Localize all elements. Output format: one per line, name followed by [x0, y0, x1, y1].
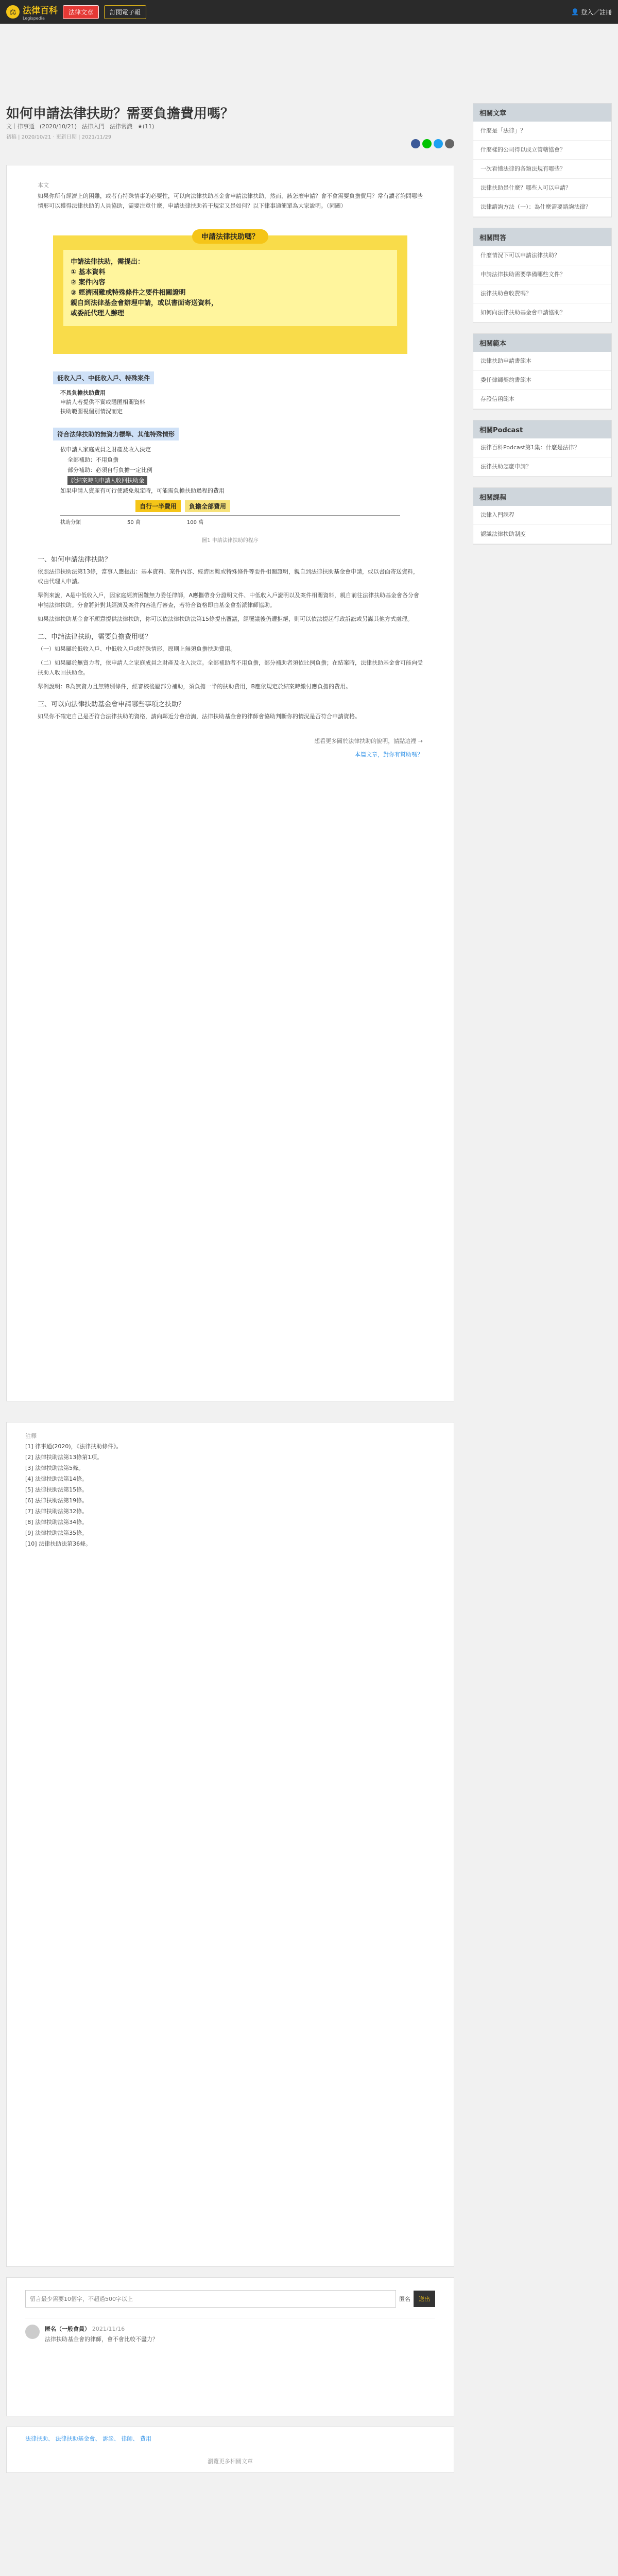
- author-date: (2020/10/21): [40, 123, 77, 130]
- ref-item[interactable]: [1] 律事通(2020)，《法律扶助條件》。: [25, 1443, 122, 1450]
- intro-paragraph: 如果你所有經濟上的困難，或者有特殊情事的必要性，可以向法律扶助基金會申請法律扶助，然而，該怎麼申請？會不會需要負擔費用？常有讀者詢問哪些情形可以獲得法律扶助的人員協助，需要注意什麼，申請法律扶助若干規定又是如何？以下律事通簡單為大家說明。（同圖）: [38, 193, 423, 209]
- sidebar-item[interactable]: 法律扶助是什麼？哪些人可以申請？: [473, 179, 611, 198]
- sidebar-related-qa: [473, 228, 612, 323]
- facebook-icon[interactable]: [411, 139, 420, 148]
- sidebar-item[interactable]: 如何向法律扶助基金會申請協助？: [473, 303, 611, 323]
- logo-sub: Legispedia: [23, 16, 45, 21]
- submit-button[interactable]: 送出: [414, 2291, 435, 2307]
- sidebar-item[interactable]: 存證信函範本: [473, 390, 611, 409]
- case-line: 部分補助：必須自行負擔一定比例: [67, 467, 152, 473]
- sidebar-item[interactable]: 法律扶助怎麼申請？: [473, 457, 611, 477]
- sidebar-templates: [473, 333, 612, 410]
- page-title: 如何申請法律扶助？需要負擔費用嗎？: [6, 106, 234, 122]
- heading: 一、如何申請法律扶助？: [38, 556, 112, 564]
- sidebar-item[interactable]: 法律諮詢方法（一）：為什麼需要諮詢法律？: [473, 198, 611, 217]
- login-label: 登入／註冊: [580, 8, 612, 16]
- comment-input[interactable]: [25, 2290, 396, 2308]
- section-label: 本文: [38, 182, 49, 189]
- summary-line: ① 基本資料: [71, 268, 106, 276]
- comment-date: 2021/11/16: [92, 2326, 125, 2332]
- axis-tick: 100 萬: [186, 520, 204, 526]
- bar-full: 負擔全部費用: [185, 500, 230, 512]
- ref-item[interactable]: [2] 法律扶助法第13條第1項。: [25, 1454, 103, 1461]
- sidebar-title: 相關問答: [473, 228, 611, 246]
- summary-line: ③ 經濟困難或特殊條件之要件相關證明: [71, 289, 186, 297]
- author[interactable]: 文｜律事通: [6, 123, 35, 130]
- case-line: 不具負擔扶助費用: [60, 389, 106, 396]
- logo-icon: ⚖: [6, 5, 20, 19]
- category-link[interactable]: 法律入門: [81, 123, 105, 130]
- summary-line: ② 案件內容: [71, 279, 106, 286]
- sidebar-item[interactable]: 法律入門課程: [473, 506, 611, 525]
- top-bar: [0, 0, 618, 24]
- ref-item[interactable]: [4] 法律扶助法第14條。: [25, 1476, 88, 1482]
- sidebar: [473, 103, 612, 545]
- references: [6, 1422, 454, 2267]
- case-line: 依申請人家庭成員之財產及收入決定: [60, 446, 151, 453]
- sidebar-item[interactable]: 一次看懂法律的各類法規有哪些？: [473, 160, 611, 179]
- sidebar-title: 相關Podcast: [473, 420, 611, 438]
- case-line-highlight: 於結案時向申請人收回扶助金: [67, 476, 147, 485]
- tag[interactable]: 法律扶助: [25, 2435, 48, 2442]
- sidebar-item[interactable]: 委任律師契約書範本: [473, 371, 611, 390]
- ref-item[interactable]: [9] 法律扶助法第35條。: [25, 1530, 88, 1536]
- sidebar-item[interactable]: 認識法律扶助制度: [473, 525, 611, 544]
- sidebar-title: 相關課程: [473, 488, 611, 506]
- refs-label: 註釋: [25, 1433, 37, 1439]
- tag[interactable]: 律師: [121, 2435, 133, 2442]
- more-articles[interactable]: 瀏覽更多相關文章: [208, 2458, 253, 2465]
- sidebar-item[interactable]: 法律百科Podcast第1集：什麼是法律？: [473, 438, 611, 457]
- comment-user: 匿名（一般會員）: [45, 2326, 90, 2332]
- rating: ★(11): [137, 123, 154, 130]
- category-link-2[interactable]: 法律常識: [109, 123, 132, 130]
- tag[interactable]: 訴訟: [102, 2435, 114, 2442]
- logo-text: 法律百科: [23, 6, 58, 16]
- ref-item[interactable]: [6] 法律扶助法第19條。: [25, 1497, 88, 1504]
- ref-item[interactable]: [5] 法律扶助法第15條。: [25, 1486, 88, 1493]
- more-link[interactable]: 想看更多關於法律扶助的說明，請點這裡 →: [314, 738, 423, 744]
- user-icon: 👤: [571, 8, 579, 15]
- summary-line: 申請法律扶助，需提出：: [71, 258, 145, 266]
- summary-box-content: [63, 250, 397, 326]
- sidebar-courses: [473, 487, 612, 545]
- tab-ask[interactable]: 訂閱電子報: [104, 5, 146, 19]
- sidebar-item[interactable]: 什麼是「法律」？: [473, 122, 611, 141]
- tab-article[interactable]: 法律文章: [63, 5, 99, 19]
- avatar: [25, 2325, 40, 2339]
- login-link[interactable]: [571, 8, 612, 16]
- sidebar-title: 相關文章: [473, 104, 611, 122]
- tag[interactable]: 費用: [140, 2435, 151, 2442]
- summary-box-title: 申請法律扶助嗎？: [192, 229, 268, 244]
- bar-half: 自行一半費用: [135, 500, 181, 512]
- sidebar-title: 相關範本: [473, 334, 611, 352]
- summary-box: [53, 235, 407, 354]
- case-type-2: 符合法律扶助的無資力標準、其他特殊情形: [53, 428, 179, 440]
- share-buttons: [411, 139, 454, 148]
- summary-line: 親自到法律基金會辦理申請，或以書面寄送資料，: [71, 299, 218, 307]
- tags-row: 法律扶助、 法律扶助基金會、 訴訟、 律師、 費用 瀏覽更多相關文章: [6, 2427, 454, 2473]
- ref-item[interactable]: [3] 法律扶助法第5條。: [25, 1465, 84, 1471]
- paragraph: 如果你不確定自己是否符合法律扶助的資格，請向鄰近分會洽詢，法律扶助基金會的律師會協助判斷你的情況是否符合申請資格。: [38, 713, 360, 720]
- twitter-icon[interactable]: [434, 139, 443, 148]
- sidebar-item[interactable]: 什麼樣的公司得以成立管轄協會？: [473, 141, 611, 160]
- paragraph: 舉例說明：B為無資力且無特別條件，經審核後屬部分補助，須負擔一半的扶助費用，B應依規定於結案時繳付應負擔的費用。: [38, 683, 352, 690]
- case-type-1: 低收入戶、中低收入戶、特殊案件: [53, 371, 154, 384]
- sidebar-item[interactable]: 法律扶助會收費嗎？: [473, 284, 611, 303]
- sidebar-item[interactable]: 什麼情況下可以申請法律扶助？: [473, 246, 611, 265]
- publish-info: 初稿 | 2020/10/21 · 更新日期 | 2021/11/29: [6, 134, 112, 140]
- ref-item[interactable]: [10] 法律扶助法第36條。: [25, 1540, 92, 1547]
- figure-caption: 圖1 申請法律扶助的程序: [202, 538, 259, 544]
- case-line: 扶助範圍視個別情況而定: [60, 408, 123, 415]
- paragraph: 舉例來說，A是中低收入戶，因家庭經濟困難無力委任律師，A應攜帶身分證明文件、中低收入戶證明以及案件相關資料，親自前往法律扶助基金會各分會申請法律扶助。分會將針對其經濟及案件內容進行審查，若符合資格即由基金會指派律師協助。: [38, 592, 420, 608]
- sidebar-related-articles: [473, 103, 612, 217]
- article-body: [6, 165, 454, 1401]
- sidebar-item[interactable]: 法律扶助申請書範本: [473, 352, 611, 371]
- case-line: 全部補助：不用負擔: [67, 456, 118, 463]
- paragraph: （二）如果屬於無資力者，依申請人之家庭成員之財產及收入決定。全部補助者不用負擔，部分補助者須依比例負擔；在結案時，法律扶助基金會可能向受扶助人收回扶助金。: [38, 659, 423, 676]
- summary-line: 或委託代理人辦理: [71, 310, 125, 317]
- anonymous-select[interactable]: 匿名: [399, 2296, 410, 2302]
- ref-item[interactable]: [8] 法律扶助法第34條。: [25, 1519, 88, 1526]
- tag[interactable]: 法律扶助基金會: [55, 2435, 95, 2442]
- axis-tick: 50 萬: [127, 520, 141, 526]
- comment-section: [6, 2277, 454, 2416]
- line-icon[interactable]: [422, 139, 432, 148]
- case-line: 如果申請人資產有可行使減免規定時，可能需負擔扶助過程的費用: [60, 487, 225, 494]
- print-icon[interactable]: [445, 139, 454, 148]
- axis-label: 扶助分類: [60, 520, 81, 526]
- ref-item[interactable]: [7] 法律扶助法第32條。: [25, 1508, 88, 1515]
- case-line: 申請人若提供不實或隱匿相關資料: [60, 399, 145, 405]
- heading: 二、申請法律扶助，需要負擔費用嗎？: [38, 633, 152, 641]
- sidebar-item[interactable]: 申請法律扶助需要準備哪些文件？: [473, 265, 611, 284]
- article-header: [6, 103, 454, 140]
- sidebar-podcast: [473, 420, 612, 477]
- paragraph: （一）如果屬於低收入戶、中低收入戶或特殊情形，原則上無須負擔扶助費用。: [38, 646, 236, 652]
- site-logo[interactable]: [6, 3, 58, 21]
- comment-text: 法律扶助基金會的律師，會不會比較不盡力？: [45, 2336, 158, 2343]
- helpful-link[interactable]: 本篇文章，對你有幫助嗎？: [355, 751, 423, 758]
- paragraph: 如果法律扶助基金會不願意提供法律扶助，你可以依法律扶助法第15條提出覆議，經覆議後仍遭拒絕，則可以依法提起行政訴訟或另謀其他方式處理。: [38, 616, 413, 622]
- heading: 三、可以向法律扶助基金會申請哪些事項之扶助？: [38, 701, 185, 708]
- paragraph: 依照法律扶助法第13條，當事人應提出：基本資料、案件內容、經濟困難或特殊條件等要件相關證明，親自到法律扶助基金會申請，或以書面寄送資料，或由代理人申請。: [38, 568, 419, 585]
